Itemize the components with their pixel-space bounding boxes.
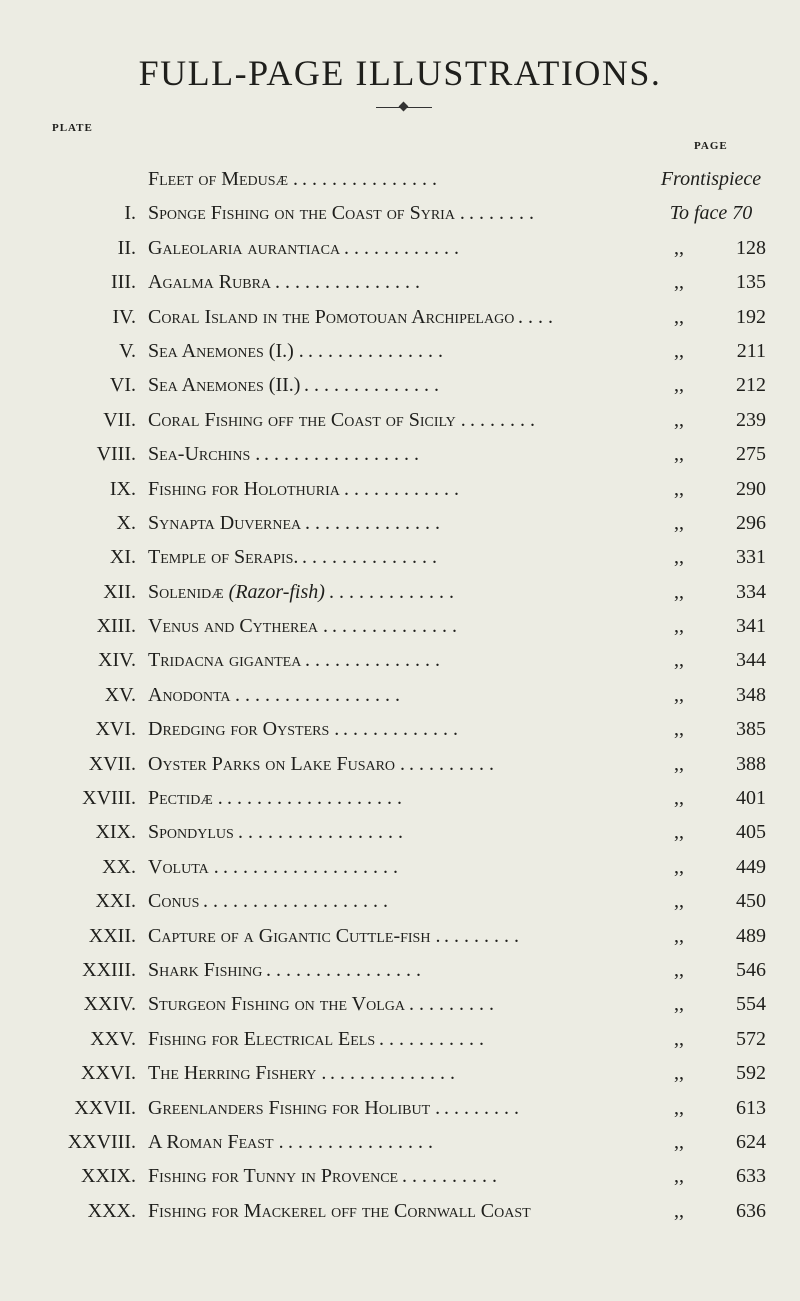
plate-title: Fleet of Medusæ .: [148, 168, 299, 190]
list-item: [0, 925, 800, 959]
page-title: FULL-PAGE ILLUSTRATIONS.: [138, 53, 662, 93]
page-reference: ,, 388: [674, 752, 766, 775]
list-item: [0, 993, 800, 1027]
list-item: [0, 202, 800, 236]
list-item: [0, 478, 800, 512]
page-reference: ,, 239: [674, 408, 766, 431]
ditto-mark: ,,: [674, 649, 684, 672]
ditto-mark: ,,: [674, 271, 684, 294]
plate-title: Fishing for Mackerel off the Cornwall Coast: [148, 1199, 531, 1222]
plate-number: XX.: [102, 855, 136, 878]
plate-title: Tridacna gigantea: [148, 649, 302, 672]
plate-number: XXIX.: [81, 1165, 136, 1188]
dot-leader: . . . . . . . . .: [409, 752, 494, 775]
ditto-mark: ,,: [674, 443, 684, 466]
plate-title: Sea-Urchins .: [148, 443, 261, 466]
list-item: [0, 306, 800, 340]
page-reference: ,, 489: [674, 924, 766, 947]
illustration-list: [0, 168, 800, 1234]
plate-title: Shark Fishing: [148, 958, 263, 981]
list-item: [0, 374, 800, 408]
dot-leader: . . . . . . .: [469, 202, 534, 225]
plate-number: IV.: [112, 305, 136, 328]
dot-leader: . . . . . . . . . . . . .: [330, 1062, 455, 1085]
plate-title: Temple of Serapis.: [148, 546, 299, 569]
plate-title: Fishing for Electrical Eels: [148, 1027, 376, 1050]
dot-leader: . . . . . . . . . . .: [379, 1027, 484, 1050]
page-reference: ,, 212: [674, 374, 766, 397]
plate-number: XXX.: [87, 1199, 136, 1222]
plate-title: Sponge Fishing on the Coast of Syria .: [148, 202, 465, 225]
dot-leader: . . . . . . . . . . . . .: [332, 615, 457, 638]
dot-leader: . . . . . . . . . . . . . .: [308, 339, 443, 362]
page-reference: ,, 192: [674, 305, 766, 328]
dot-leader: . . . . . . . . . .: [402, 1165, 497, 1188]
ditto-mark: ,,: [674, 752, 684, 775]
dot-leader: . . . . . . . . . . . . . .: [304, 374, 439, 397]
plate-title: Synapta Duvernea: [148, 511, 302, 534]
page-reference: ,, 275: [674, 443, 766, 466]
ditto-mark: ,,: [674, 683, 684, 706]
page-reference: ,, 401: [674, 787, 766, 810]
list-item: [0, 581, 800, 615]
plate-number: XXVI.: [81, 1062, 136, 1085]
page-reference: ,, 211: [674, 339, 766, 362]
page-reference: ,, 572: [674, 1027, 766, 1050]
plate-number: XV.: [104, 683, 136, 706]
dot-leader: . . . . . . . . . . . . . . .: [288, 1130, 433, 1153]
plate-title: Voluta .: [148, 855, 219, 878]
page-reference: ,, 341: [674, 615, 766, 638]
dot-leader: . . . . . . . . . . . . . . . . .: [235, 683, 400, 706]
plate-title: Spondylus: [148, 821, 234, 844]
plate-title: A Roman Feast .: [148, 1130, 284, 1153]
page-column-header: PAGE: [694, 140, 728, 152]
ditto-mark: ,,: [674, 546, 684, 569]
list-item: [0, 1062, 800, 1096]
plate-number: XVII.: [88, 752, 136, 775]
page-reference: ,, 613: [674, 1096, 766, 1119]
diamond-ornament-icon: [399, 102, 409, 112]
page-reference: ,, 592: [674, 1062, 766, 1085]
plate-number: VI.: [109, 374, 136, 397]
ditto-mark: ,,: [674, 787, 684, 810]
dot-leader: . . . . . . . . . . . . . .: [302, 168, 437, 190]
list-item: [0, 1165, 800, 1199]
plate-number: XIX.: [95, 821, 136, 844]
ditto-mark: ,,: [674, 580, 684, 603]
list-item: [0, 546, 800, 580]
plate-title: Venus and Cytherea .: [148, 615, 328, 638]
list-item: [0, 1200, 800, 1234]
plate-title: Greenlanders Fishing for Holibut .: [148, 1096, 441, 1119]
plate-title: Sturgeon Fishing on the Volga: [148, 993, 405, 1016]
page-reference: ,, 633: [674, 1165, 766, 1188]
page-reference: To face 70: [669, 202, 753, 225]
page-reference: ,, 348: [674, 683, 766, 706]
plate-title: Coral Fishing off the Coast of Sicily .: [148, 408, 466, 431]
dot-leader: . . . . . . . . . . . . . . . .: [266, 958, 421, 981]
dot-leader: . . . . . . . . . . . . . . . . . .: [223, 855, 398, 878]
dot-leader: . . . . . . .: [470, 408, 535, 431]
page-reference: ,, 546: [674, 958, 766, 981]
plate-number: XXVII.: [74, 1096, 136, 1119]
plate-number: VIII.: [96, 443, 136, 466]
page-reference: ,, 128: [674, 236, 766, 259]
list-item: [0, 443, 800, 477]
dot-leader: . . . . . . . . . . . .: [343, 718, 458, 741]
ditto-mark: ,,: [674, 718, 684, 741]
ditto-mark: ,,: [674, 374, 684, 397]
plate-title: Anodonta: [148, 683, 231, 706]
page-reference: ,, 135: [674, 271, 766, 294]
list-item: [0, 1028, 800, 1062]
list-item: [0, 512, 800, 546]
dot-leader: . . . . . . . . . . . .: [344, 236, 459, 259]
list-item: [0, 340, 800, 374]
ditto-mark: ,,: [674, 408, 684, 431]
dot-leader: . . . . . . . . . . . . . . . . . .: [227, 787, 402, 810]
list-item: [0, 271, 800, 305]
plate-number: XXIV.: [83, 993, 136, 1016]
plate-number: II.: [117, 236, 136, 259]
ditto-mark: ,,: [674, 477, 684, 500]
page-reference: ,, 385: [674, 718, 766, 741]
ditto-mark: ,,: [674, 511, 684, 534]
dot-leader: . . . . . . . . . . . . . . . . .: [238, 821, 403, 844]
plate-number: XXIII.: [82, 958, 136, 981]
list-item: [0, 409, 800, 443]
dot-leader: . . . . . . . .: [444, 1096, 519, 1119]
page-reference: ,, 334: [674, 580, 766, 603]
list-item: [0, 787, 800, 821]
ditto-mark: ,,: [674, 305, 684, 328]
plate-number: XXV.: [90, 1027, 136, 1050]
list-item: [0, 168, 800, 202]
ditto-mark: ,,: [674, 1027, 684, 1050]
plate-title: Sea Anemones (I.) .: [148, 339, 304, 362]
plate-title: Dredging for Oysters .: [148, 718, 340, 741]
dot-leader: . . . . . . . . . . . . . . . . . . .: [203, 890, 388, 913]
ditto-mark: ,,: [674, 958, 684, 981]
plate-number: VII.: [103, 408, 136, 431]
plate-title: Pectidæ .: [148, 787, 223, 810]
list-item: [0, 821, 800, 855]
dot-leader: . . . . . . . . . . . . . . .: [275, 271, 420, 294]
list-item: [0, 890, 800, 924]
list-item: [0, 1097, 800, 1131]
ditto-mark: ,,: [674, 236, 684, 259]
plate-number: XIV.: [98, 649, 136, 672]
page-reference: ,, 290: [674, 477, 766, 500]
plate-number: XVIII.: [82, 787, 136, 810]
dot-leader: . . . . . . . .: [444, 924, 519, 947]
list-item: [0, 684, 800, 718]
plate-title: Conus: [148, 890, 200, 913]
plate-number: III.: [111, 271, 136, 294]
list-item: [0, 615, 800, 649]
list-item: [0, 856, 800, 890]
plate-title-italic: (Razor-fish): [228, 580, 325, 603]
ditto-mark: ,,: [674, 1062, 684, 1085]
plate-title: Fishing for Holothuria: [148, 477, 340, 500]
list-item: [0, 718, 800, 752]
list-item: [0, 1131, 800, 1165]
dot-leader: . . . . . . . . . . . . . .: [305, 649, 440, 672]
list-item: [0, 649, 800, 683]
ditto-mark: ,,: [674, 615, 684, 638]
ditto-mark: ,,: [674, 993, 684, 1016]
page-reference: ,, 449: [674, 855, 766, 878]
plate-number: IX.: [109, 477, 136, 500]
ditto-mark: ,,: [674, 924, 684, 947]
plate-title: Oyster Parks on Lake Fusaro .: [148, 752, 406, 775]
plate-number: XXII.: [88, 924, 136, 947]
dot-leader: . . . . . . . . . . . . .: [329, 580, 454, 603]
ditto-mark: ,,: [674, 1130, 684, 1153]
dot-leader: . . . . . . . . . . . . . .: [305, 511, 440, 534]
list-item: [0, 237, 800, 271]
dot-leader: . . . . . . . . . . . . . .: [302, 546, 437, 569]
ditto-mark: ,,: [674, 821, 684, 844]
ditto-mark: ,,: [674, 855, 684, 878]
plate-number: XVI.: [95, 718, 136, 741]
plate-number: V.: [119, 339, 136, 362]
dot-leader: . . . .: [518, 305, 553, 328]
page-reference: ,, 450: [674, 890, 766, 913]
plate-number: XXVIII.: [67, 1130, 136, 1153]
plate-title: Coral Island in the Pomotouan Archipelago: [148, 305, 515, 328]
plate-title: Sea Anemones (II.): [148, 374, 301, 397]
plate-number: XXI.: [95, 890, 136, 913]
plate-number: XII.: [103, 580, 136, 603]
page-reference: ,, 554: [674, 993, 766, 1016]
ditto-mark: ,,: [674, 1165, 684, 1188]
page-reference: ,, 405: [674, 821, 766, 844]
page-reference: ,, 344: [674, 649, 766, 672]
list-item: [0, 753, 800, 787]
page-reference: Frontispiece: [660, 168, 762, 190]
plate-column-header: PLATE: [52, 122, 93, 134]
plate-title: The Herring Fishery .: [148, 1062, 327, 1085]
plate-title: Agalma Rubra: [148, 271, 272, 294]
list-item: [0, 959, 800, 993]
page-reference: ,, 636: [674, 1199, 766, 1222]
plate-number: XIII.: [96, 615, 136, 638]
dot-leader: . . . . . . . . . . . . . . . .: [264, 443, 419, 466]
plate-title: Galeolaria aurantiaca: [148, 236, 341, 259]
page-reference: ,, 624: [674, 1130, 766, 1153]
ditto-mark: ,,: [674, 890, 684, 913]
plate-number: X.: [116, 511, 136, 534]
plate-number: I.: [124, 202, 136, 225]
plate-number: XI.: [109, 546, 136, 569]
page-reference: ,, 296: [674, 511, 766, 534]
dot-leader: . . . . . . . . .: [409, 993, 494, 1016]
ditto-mark: ,,: [674, 1199, 684, 1222]
plate-title: Fishing for Tunny in Provence: [148, 1165, 399, 1188]
plate-title: Capture of a Gigantic Cuttle-fish .: [148, 924, 441, 947]
dot-leader: . . . . . . . . . . . .: [344, 477, 459, 500]
title-ornament: [376, 103, 432, 113]
ditto-mark: ,,: [674, 339, 684, 362]
page-reference: ,, 331: [674, 546, 766, 569]
plate-title: Solenidæ (Razor-fish): [148, 580, 325, 603]
ditto-mark: ,,: [674, 1096, 684, 1119]
